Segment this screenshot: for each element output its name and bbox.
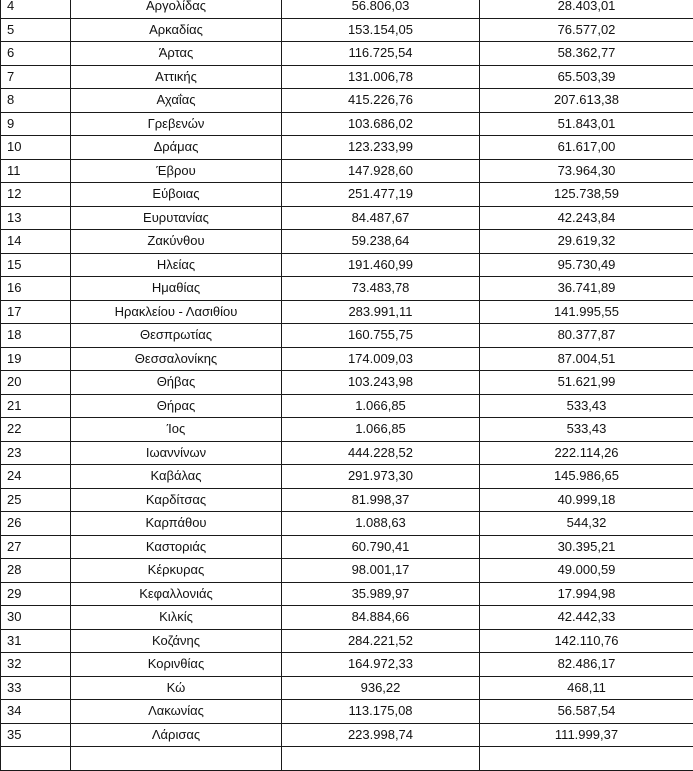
amount-cell: 98.001,17 [282,559,480,583]
row-number-cell: 23 [1,441,71,465]
half-amount-cell: 49.000,59 [480,559,693,583]
region-name-cell: Ηλείας [71,253,282,277]
amount-cell: 444.228,52 [282,441,480,465]
row-number-cell: 28 [1,559,71,583]
region-name-cell: Αργολίδας [71,0,282,18]
amount-cell: 60.790,41 [282,535,480,559]
half-amount-cell: 58.362,77 [480,42,693,66]
half-amount-cell [480,747,693,771]
table-row [1,89,693,113]
region-name-cell: Ευρυτανίας [71,206,282,230]
amount-cell: 160.755,75 [282,324,480,348]
half-amount-cell: 40.999,18 [480,488,693,512]
half-amount-cell: 76.577,02 [480,18,693,42]
row-number-cell: 10 [1,136,71,160]
table-row [1,300,693,324]
table-row [1,277,693,301]
amount-cell: 84.884,66 [282,606,480,630]
amount-cell: 174.009,03 [282,347,480,371]
row-number-cell: 16 [1,277,71,301]
row-number-cell: 25 [1,488,71,512]
row-number-cell [1,747,71,771]
table-row [1,418,693,442]
half-amount-cell: 73.964,30 [480,159,693,183]
half-amount-cell: 533,43 [480,394,693,418]
half-amount-cell: 28.403,01 [480,0,693,18]
row-number-cell: 22 [1,418,71,442]
half-amount-cell: 222.114,26 [480,441,693,465]
half-amount-cell: 142.110,76 [480,629,693,653]
row-number-cell: 8 [1,89,71,113]
table-row [1,394,693,418]
region-name-cell: Κοζάνης [71,629,282,653]
table-row [1,371,693,395]
half-amount-cell: 51.843,01 [480,112,693,136]
half-amount-cell: 82.486,17 [480,653,693,677]
amount-cell: 291.973,30 [282,465,480,489]
table-row [1,0,693,18]
amount-cell: 223.998,74 [282,723,480,747]
row-number-cell: 33 [1,676,71,700]
half-amount-cell: 544,32 [480,512,693,536]
table-row [1,18,693,42]
region-name-cell: Ηρακλείου - Λασιθίου [71,300,282,324]
table-row [1,230,693,254]
amount-cell: 116.725,54 [282,42,480,66]
row-number-cell: 11 [1,159,71,183]
region-name-cell: Καβάλας [71,465,282,489]
table-row [1,559,693,583]
amount-cell: 284.221,52 [282,629,480,653]
region-name-cell: Άρτας [71,42,282,66]
half-amount-cell: 533,43 [480,418,693,442]
half-amount-cell: 56.587,54 [480,700,693,724]
amount-cell: 103.686,02 [282,112,480,136]
table-row [1,136,693,160]
amount-cell: 283.991,11 [282,300,480,324]
region-name-cell: Καρδίτσας [71,488,282,512]
row-number-cell: 27 [1,535,71,559]
half-amount-cell: 42.442,33 [480,606,693,630]
region-name-cell: Θήβας [71,371,282,395]
table-row [1,465,693,489]
row-number-cell: 5 [1,18,71,42]
amount-cell: 1.066,85 [282,394,480,418]
row-number-cell: 6 [1,42,71,66]
table-row [1,65,693,89]
amount-cell: 56.806,03 [282,0,480,18]
region-name-cell: Κώ [71,676,282,700]
amount-cell: 191.460,99 [282,253,480,277]
amount-cell: 84.487,67 [282,206,480,230]
region-name-cell: Κέρκυρας [71,559,282,583]
region-name-cell [71,747,282,771]
half-amount-cell: 29.619,32 [480,230,693,254]
region-name-cell: Ίος [71,418,282,442]
half-amount-cell: 51.621,99 [480,371,693,395]
row-number-cell: 7 [1,65,71,89]
half-amount-cell: 111.999,37 [480,723,693,747]
table-row [1,512,693,536]
row-number-cell: 17 [1,300,71,324]
amount-cell: 35.989,97 [282,582,480,606]
region-name-cell: Ιωαννίνων [71,441,282,465]
table-row [1,747,693,771]
half-amount-cell: 80.377,87 [480,324,693,348]
row-number-cell: 24 [1,465,71,489]
table-row [1,535,693,559]
half-amount-cell: 61.617,00 [480,136,693,160]
row-number-cell: 9 [1,112,71,136]
amount-cell: 59.238,64 [282,230,480,254]
row-number-cell: 21 [1,394,71,418]
table-row [1,324,693,348]
region-name-cell: Κιλκίς [71,606,282,630]
row-number-cell: 12 [1,183,71,207]
row-number-cell: 20 [1,371,71,395]
amount-cell: 164.972,33 [282,653,480,677]
table-row [1,488,693,512]
region-name-cell: Λακωνίας [71,700,282,724]
half-amount-cell: 17.994,98 [480,582,693,606]
table-row [1,582,693,606]
region-name-cell: Καρπάθου [71,512,282,536]
row-number-cell: 32 [1,653,71,677]
half-amount-cell: 87.004,51 [480,347,693,371]
half-amount-cell: 207.613,38 [480,89,693,113]
region-name-cell: Θεσπρωτίας [71,324,282,348]
region-name-cell: Θεσσαλονίκης [71,347,282,371]
region-name-cell: Θήρας [71,394,282,418]
half-amount-cell: 468,11 [480,676,693,700]
amount-cell [282,747,480,771]
table-row [1,253,693,277]
amount-cell: 81.998,37 [282,488,480,512]
region-name-cell: Έβρου [71,159,282,183]
amount-cell: 131.006,78 [282,65,480,89]
row-number-cell: 14 [1,230,71,254]
row-number-cell: 18 [1,324,71,348]
region-name-cell: Δράμας [71,136,282,160]
row-number-cell: 29 [1,582,71,606]
table-row [1,183,693,207]
region-name-cell: Λάρισας [71,723,282,747]
row-number-cell: 31 [1,629,71,653]
amount-cell: 103.243,98 [282,371,480,395]
amount-cell: 153.154,05 [282,18,480,42]
region-name-cell: Γρεβενών [71,112,282,136]
row-number-cell: 13 [1,206,71,230]
half-amount-cell: 30.395,21 [480,535,693,559]
region-name-cell: Καστοριάς [71,535,282,559]
region-name-cell: Κορινθίας [71,653,282,677]
half-amount-cell: 36.741,89 [480,277,693,301]
table-row [1,347,693,371]
amount-cell: 1.066,85 [282,418,480,442]
amount-cell: 73.483,78 [282,277,480,301]
table-row [1,441,693,465]
row-number-cell: 15 [1,253,71,277]
table-row [1,629,693,653]
amount-cell: 936,22 [282,676,480,700]
table-row [1,206,693,230]
table-row [1,700,693,724]
half-amount-cell: 42.243,84 [480,206,693,230]
region-name-cell: Αχαΐας [71,89,282,113]
row-number-cell: 35 [1,723,71,747]
region-name-cell: Εύβοιας [71,183,282,207]
amount-cell: 251.477,19 [282,183,480,207]
region-name-cell: Ημαθίας [71,277,282,301]
region-name-cell: Κεφαλλονιάς [71,582,282,606]
table-row [1,159,693,183]
region-name-cell: Αττικής [71,65,282,89]
amount-cell: 415.226,76 [282,89,480,113]
half-amount-cell: 65.503,39 [480,65,693,89]
amount-cell: 123.233,99 [282,136,480,160]
row-number-cell: 4 [1,0,71,18]
half-amount-cell: 145.986,65 [480,465,693,489]
row-number-cell: 26 [1,512,71,536]
amount-cell: 1.088,63 [282,512,480,536]
row-number-cell: 30 [1,606,71,630]
row-number-cell: 19 [1,347,71,371]
table-body [1,0,693,770]
half-amount-cell: 141.995,55 [480,300,693,324]
table-row [1,723,693,747]
region-name-cell: Αρκαδίας [71,18,282,42]
table-row [1,676,693,700]
table-row [1,42,693,66]
half-amount-cell: 95.730,49 [480,253,693,277]
table-row [1,653,693,677]
table-row [1,112,693,136]
amount-cell: 113.175,08 [282,700,480,724]
half-amount-cell: 125.738,59 [480,183,693,207]
region-name-cell: Ζακύνθου [71,230,282,254]
row-number-cell: 34 [1,700,71,724]
amount-cell: 147.928,60 [282,159,480,183]
table-row [1,606,693,630]
